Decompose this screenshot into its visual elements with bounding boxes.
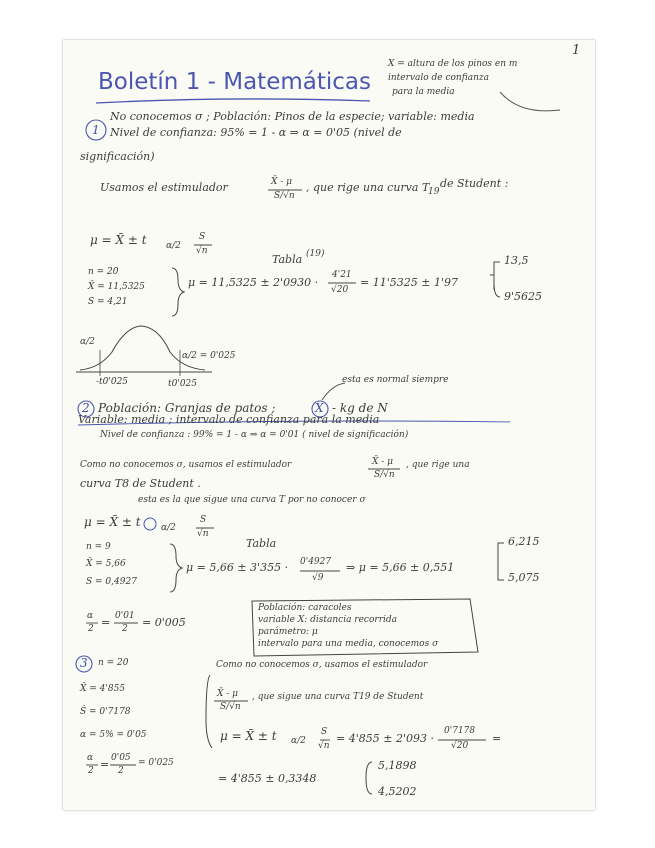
s3-frac-num: X̄ - μ xyxy=(217,689,239,699)
s3-result-line: = 4'855 ± 0,3348 xyxy=(218,772,317,785)
s2-line1: Población: Granjas de patos ; xyxy=(98,401,276,415)
s2-data-s: S = 0,4927 xyxy=(86,577,137,587)
s2-calc-frac-den: √9 xyxy=(312,573,324,583)
s3-calc: = 4'855 ± 2'093 · xyxy=(336,732,434,745)
s3-line1: Como no conocemos σ, usamos el estimulador xyxy=(216,660,428,670)
s1-frac-num: X̄ - μ xyxy=(271,177,293,187)
top-note-3: para la media xyxy=(392,87,455,97)
s1-data-brace xyxy=(172,268,184,316)
s3-alpha-mid-den: 2 xyxy=(118,766,124,776)
s1-data-xbar: X̄ = 11,5325 xyxy=(88,282,145,292)
s2-alpha-calc-den: 2 xyxy=(122,624,128,634)
s2-line1b: - kg de N xyxy=(332,401,388,415)
s1-formula: μ = X̄ ± t xyxy=(90,233,147,247)
box-line-3: parámetro: μ xyxy=(258,627,318,637)
s3-formula-frac-num: S xyxy=(321,727,328,737)
s1-calc-frac-num: 4'21 xyxy=(332,270,352,280)
s2-formula-frac-num: S xyxy=(200,515,207,525)
s1-formula-frac-den: √n xyxy=(196,246,208,256)
s3-alpha-tail: = 0'025 xyxy=(138,758,174,768)
s2-data-n: n = 9 xyxy=(86,542,111,552)
page-title: Boletín 1 - Matemáticas xyxy=(98,69,371,95)
s3-frac-den: S/√n xyxy=(220,702,241,712)
box-line-4: intervalo para una media, conocemos σ xyxy=(258,639,439,649)
s2-data-xbar: X̄ = 5,66 xyxy=(86,559,126,569)
box-line-2: variable X: distancia recorrida xyxy=(258,615,398,625)
s1-data-s: S = 4,21 xyxy=(88,297,128,307)
s1-frac-den: S/√n xyxy=(274,191,295,201)
s3-data-xbar: X̄ = 4'855 xyxy=(80,684,126,694)
s3-alpha-den: 2 xyxy=(88,766,94,776)
s2-alpha-calc-num: 0'01 xyxy=(115,611,135,621)
s2-line4b: , que rige una xyxy=(406,460,470,470)
s3-formula-frac-den: √n xyxy=(318,741,330,751)
s2-frac-num: X̄ - μ xyxy=(372,457,394,467)
s2-alpha-den: 2 xyxy=(88,624,94,634)
s3-alpha-num: α xyxy=(87,753,94,763)
s2-line5: curva T8 de Student . xyxy=(80,477,201,490)
s3-calc-tail: = xyxy=(492,732,502,745)
s2-xbar-circle xyxy=(144,518,156,530)
s1-data-n: n = 20 xyxy=(88,267,119,277)
s1-line4: Usamos el estimulador xyxy=(100,181,228,194)
s2-note: esta es normal siempre xyxy=(342,375,449,385)
s2-formula-sub: α/2 xyxy=(161,523,176,533)
s1-result-upper: 13,5 xyxy=(504,254,529,267)
graph-t-right: t0'025 xyxy=(168,379,197,389)
s2-formula: μ = X̄ ± t xyxy=(84,515,141,529)
s1-formula-frac-num: S xyxy=(199,232,206,242)
s3-number: 3 xyxy=(80,656,88,670)
s3-data-s: Ŝ = 0'7178 xyxy=(80,707,131,717)
s3-formula: μ = X̄ ± t xyxy=(220,729,277,743)
s3-result-upper: 5,1898 xyxy=(378,759,417,772)
top-note-2: intervalo de confianza xyxy=(388,73,490,83)
s2-number: 2 xyxy=(82,401,90,415)
s2-note2: esta es la que sigue una curva T por no conocer σ xyxy=(138,495,366,505)
s2-result-lower: 5,075 xyxy=(508,571,540,584)
s1-calc: μ = 11,5325 ± 2'0930 · xyxy=(188,276,319,289)
top-note-1: X = altura de los pinos en m xyxy=(388,59,518,69)
s1-calc-tail: = 11'5325 ± 1'97 xyxy=(360,276,458,289)
s3-formula-sub: α/2 xyxy=(291,736,306,746)
s1-table-sup: (19) xyxy=(306,249,325,259)
s3-result-lower: 4,5202 xyxy=(378,785,417,798)
s2-xlabel: X xyxy=(315,401,324,415)
s3-result-brace xyxy=(366,762,372,794)
s3-data-alpha: α = 5% = 0'05 xyxy=(80,730,147,740)
s1-line3: significación) xyxy=(80,150,155,163)
s1-table-label: Tabla xyxy=(272,253,303,266)
s1-line2: Nivel de confianza: 95% = 1 - α ⇒ α = 0'05 (nivel de xyxy=(110,126,402,139)
s3-line2: , que sigue una curva T19 de Student xyxy=(252,692,424,702)
s3-calc-frac-den: √20 xyxy=(451,741,469,751)
graph-left-label: α/2 xyxy=(80,337,95,347)
s2-alpha-num: α xyxy=(87,611,94,621)
s2-formula-frac-den: √n xyxy=(197,529,209,539)
s1-line4-sub: 19 xyxy=(428,187,440,197)
s2-alpha-result: = 0'005 xyxy=(142,616,186,629)
s2-calc-frac-num: 0'4927 xyxy=(300,557,332,567)
page-number: 1 xyxy=(572,43,581,58)
normal-curve xyxy=(80,326,205,370)
graph-t-left: -t0'025 xyxy=(96,377,129,387)
s1-line4c: de Student : xyxy=(440,177,509,190)
s3-calc-frac-num: 0'7178 xyxy=(444,726,476,736)
s1-number: 1 xyxy=(92,123,100,137)
s2-line2: Variable: media ; intervalo de confianza para la media xyxy=(78,413,380,426)
s3-alpha-mid-num: 0'05 xyxy=(111,753,131,763)
s1-line1: No conocemos σ ; Población: Pinos de la especie; variable: media xyxy=(110,110,475,123)
s1-line4b: , que rige una curva T xyxy=(306,181,430,194)
s2-frac-den: S/√n xyxy=(374,470,395,480)
title-underline xyxy=(96,99,370,103)
s2-line3: Nivel de confianza : 99% = 1 - α ⇒ α = 0'01 ( nivel de significación) xyxy=(100,430,409,440)
s1-result-lower: 9'5625 xyxy=(504,290,543,303)
box-line-1: Población: caracoles xyxy=(258,603,352,613)
graph-right-label: α/2 = 0'025 xyxy=(182,351,236,361)
s2-calc: μ = 5,66 ± 3'355 · xyxy=(186,561,289,574)
s2-table-label: Tabla xyxy=(246,537,277,550)
top-note-arrow xyxy=(500,92,560,111)
s2-line4: Como no conocemos σ, usamos el estimulador xyxy=(80,460,292,470)
s1-calc-frac-den: √20 xyxy=(331,285,349,295)
s1-formula-sub: α/2 xyxy=(166,241,181,251)
s2-result-bracket xyxy=(498,543,504,580)
s2-calc-tail: ⇒ μ = 5,66 ± 0,551 xyxy=(346,561,455,574)
s1-result-bracket xyxy=(494,262,500,297)
s3-data-n: n = 20 xyxy=(98,658,129,668)
s2-result-upper: 6,215 xyxy=(508,535,540,548)
